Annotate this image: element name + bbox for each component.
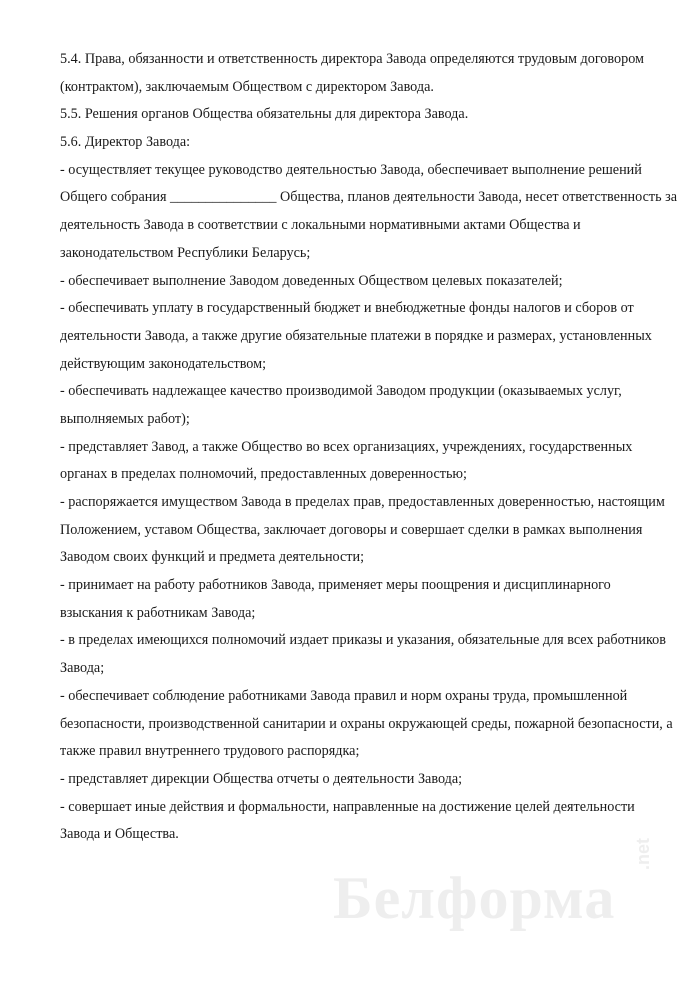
text-line: - совершает иные действия и формальности, направленные на достижение целей деятельности	[60, 798, 635, 815]
watermark-text: Белформа	[333, 865, 616, 931]
text-line: - обеспечивает соблюдение работниками Завода правил и норм охраны труда, промышленной	[60, 687, 628, 704]
text-line: - обеспечивает выполнение Заводом доведенных Обществом целевых показателей;	[60, 272, 563, 289]
text-line: Положением, уставом Общества, заключает договоры и совершает сделки в рамках выполнения	[60, 521, 643, 538]
text-line: Завода и Общества.	[60, 826, 179, 843]
text-line: деятельности Завода, а также другие обязательные платежи в порядке и размерах, установленных	[60, 327, 652, 344]
text-line: Завода;	[60, 660, 105, 677]
document-body	[60, 46, 678, 849]
text-line: деятельность Завода в соответствии с локальными нормативными актами Общества и	[60, 217, 581, 234]
text-line: - принимает на работу работников Завода, применяет меры поощрения и дисциплинарного	[60, 577, 611, 594]
text-line: - распоряжается имуществом Завода в пределах прав, предоставленных доверенностью, настоящим	[60, 494, 665, 510]
text-line: Заводом своих функций и предмета деятельности;	[60, 549, 365, 566]
text-line: органах в пределах полномочий, предоставленных доверенностью;	[60, 466, 467, 483]
text-line: безопасности, производственной санитарии и охраны окружающей среды, пожарной безопасности, а	[60, 715, 673, 732]
text-line: - представляет Завод, а также Общество во всех организациях, учреждениях, государственных	[60, 438, 633, 455]
text-line: - осуществляет текущее руководство деятельностью Завода, обеспечивает выполнение решений	[60, 161, 642, 178]
text-line: законодательством Республики Беларусь;	[60, 244, 311, 261]
text-line: также правил внутреннего трудового распорядка;	[60, 743, 360, 760]
watermark-domain: .net	[633, 837, 653, 870]
text-line: 5.4. Права, обязанности и ответственность директора Завода определяются трудовым договором	[60, 51, 644, 67]
text-line: (контрактом), заключаемым Обществом с директором Завода.	[60, 78, 434, 95]
text-line: действующим законодательством;	[60, 355, 267, 372]
text-line: Общего собрания _______________ Общества, планов деятельности Завода, несет ответственность за	[60, 189, 678, 206]
text-line: 5.6. Директор Завода:	[60, 134, 191, 151]
text-line: - представляет дирекции Общества отчеты о деятельности Завода;	[60, 770, 463, 787]
text-line: взыскания к работникам Завода;	[60, 604, 256, 621]
text-line: выполняемых работ);	[60, 410, 190, 427]
text-line: - в пределах имеющихся полномочий издает приказы и указания, обязательные для всех работников	[60, 632, 666, 649]
watermark-logo	[333, 837, 663, 938]
text-line: 5.5. Решения органов Общества обязательны для директора Завода.	[60, 106, 469, 123]
text-line: - обеспечивать надлежащее качество производимой Заводом продукции (оказываемых услуг,	[60, 383, 622, 400]
text-line: - обеспечивать уплату в государственный бюджет и внебюджетные фонды налогов и сборов от	[60, 300, 634, 317]
